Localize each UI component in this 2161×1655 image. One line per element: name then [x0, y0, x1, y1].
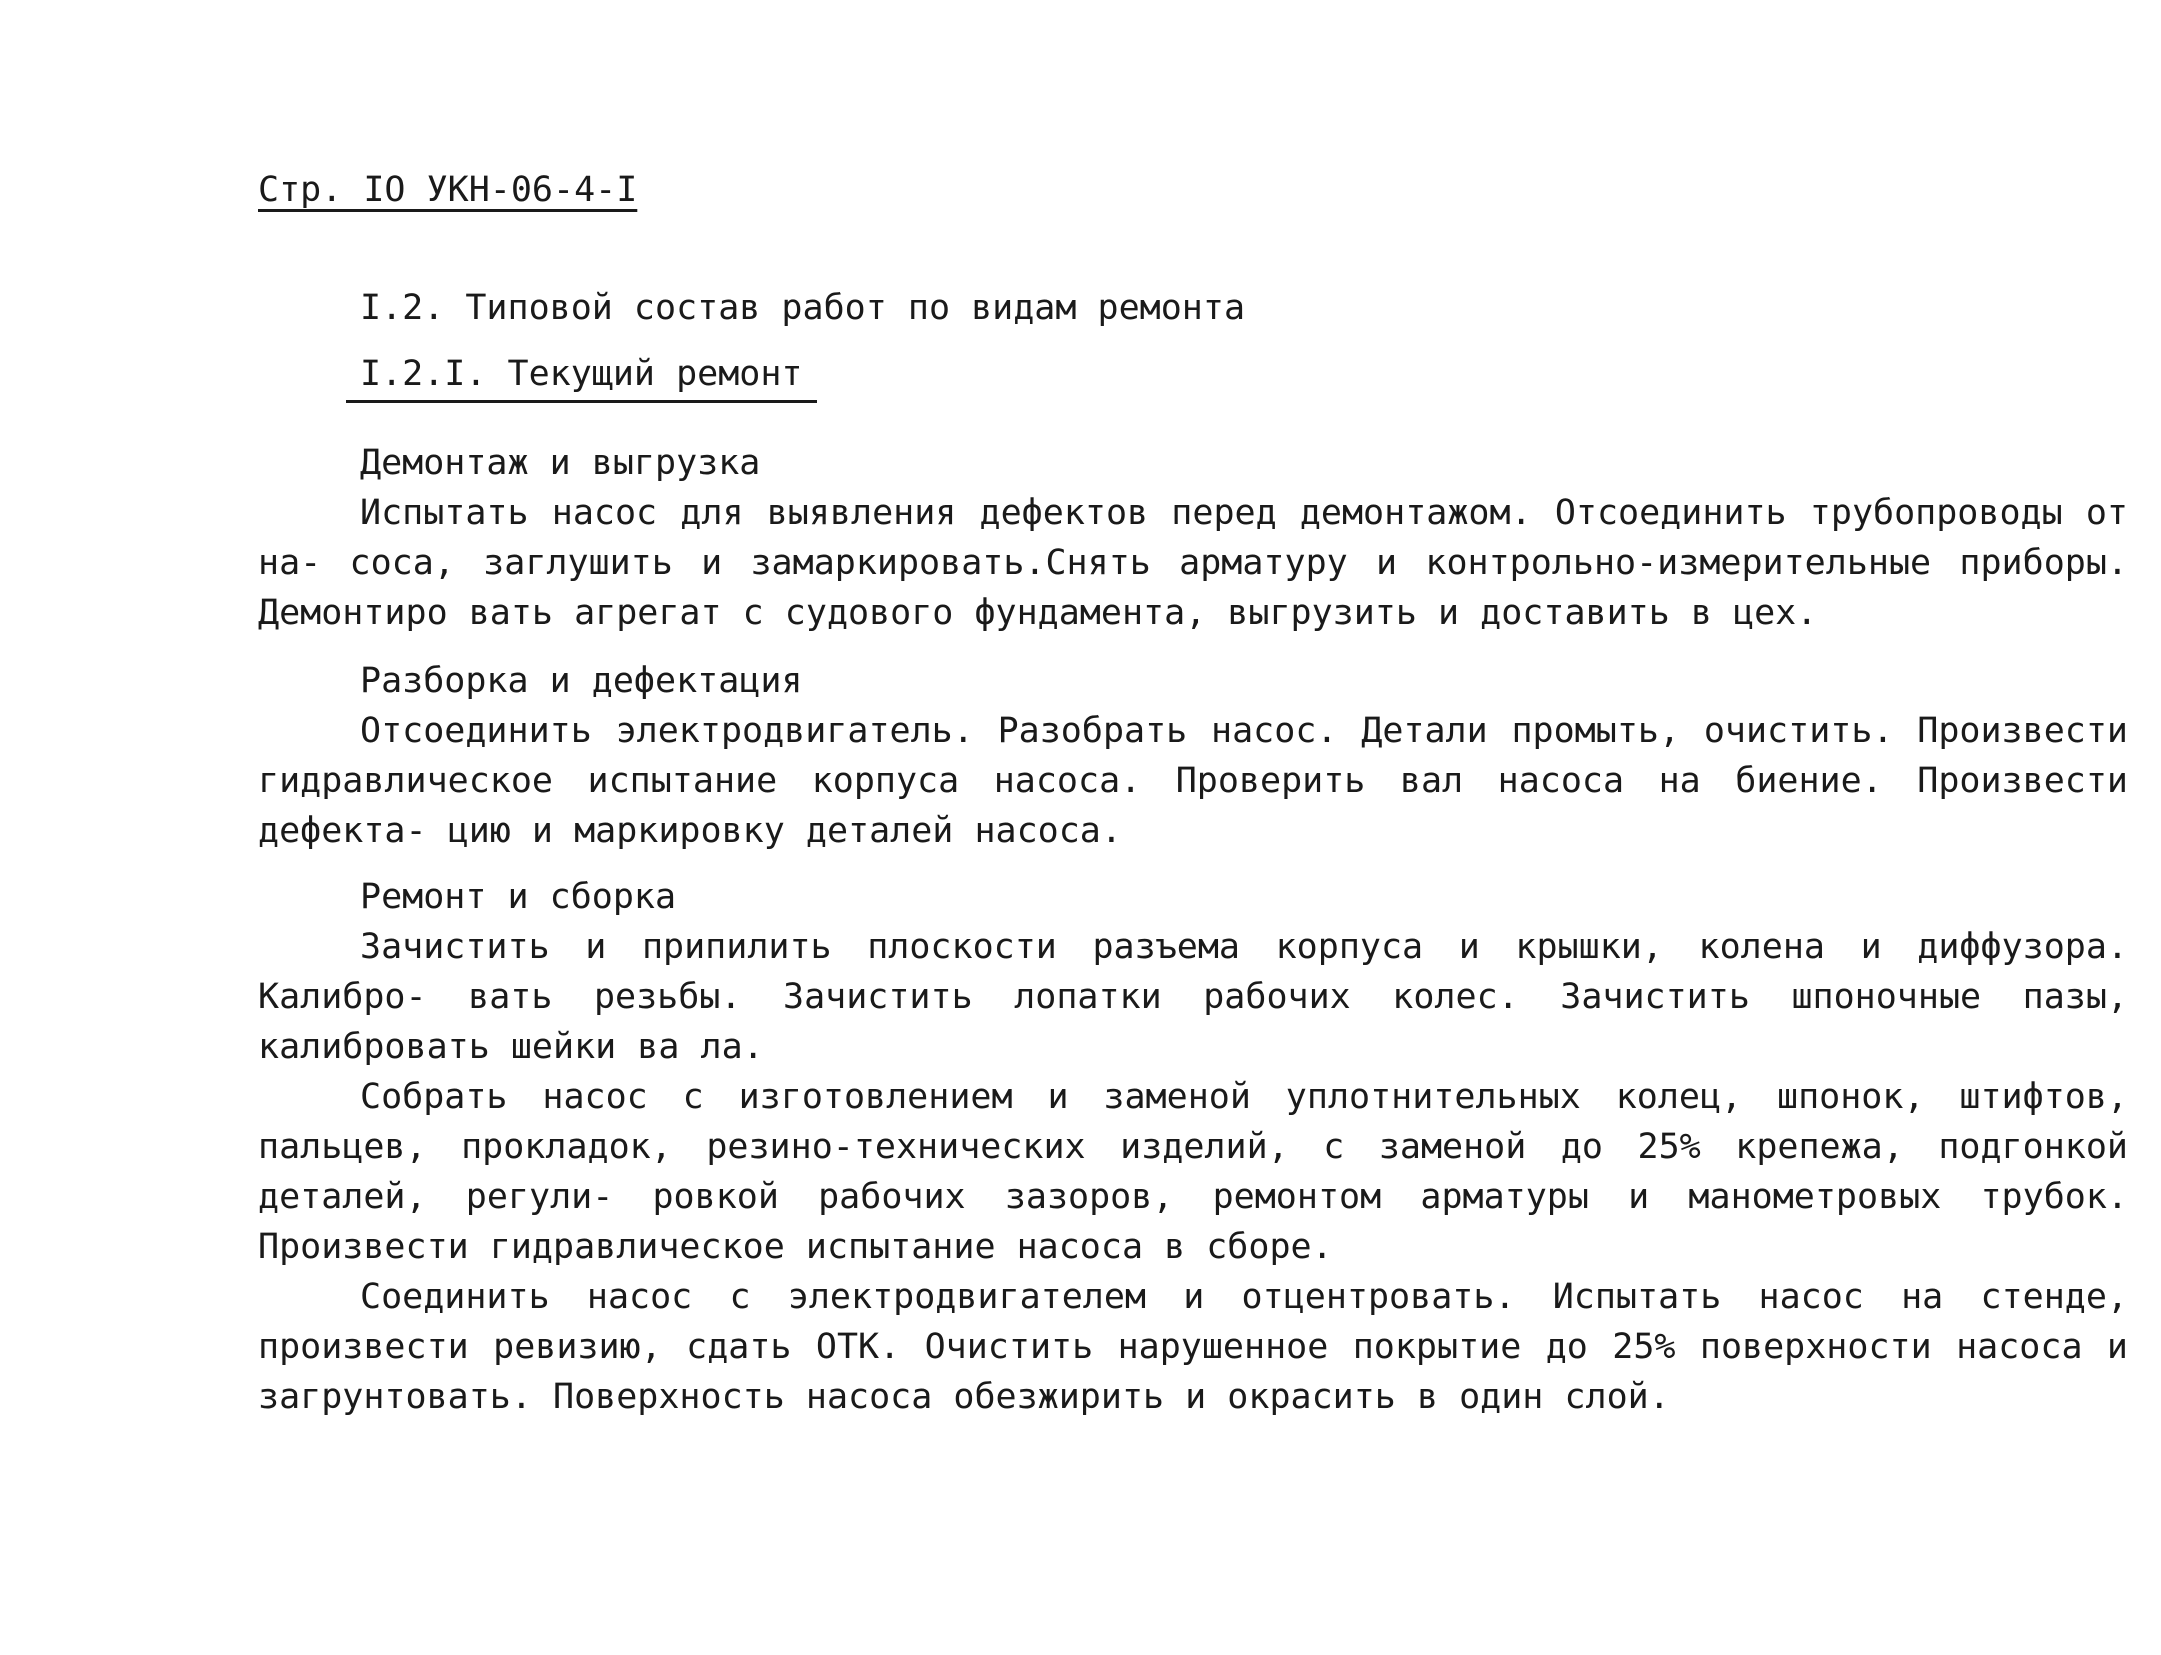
block-paragraph: Зачистить и припилить плоскости разъема корпуса и крышки, колена и диффузора. Калибро- вать резьбы. Зачистить лопатки рабочих колес. Зачистить шпоночные пазы, калибровать шейки ва ла.: [258, 927, 2128, 1067]
block-dismantling: [258, 438, 2128, 638]
block-paragraph: Собрать насос с изготовлением и заменой уплотнительных колец, шпонок, штифтов, пальцев, прокладок, резино-технических изделий, с заменой до 25% крепежа, подгонкой деталей, регули- ровкой рабочих зазоров, ремонтом арматуры и манометровых трубок. Произвести гидравлическое испытание насоса в сборе.: [258, 1077, 2128, 1267]
section-title: I.2. Типовой состав работ по видам ремонта: [360, 288, 1246, 328]
block-heading: Ремонт и сборка: [360, 877, 677, 917]
block-paragraph: Соединить насос с электродвигателем и отцентровать. Испытать насос на стенде, произвести ревизию, сдать ОТК. Очистить нарушенное покрытие до 25% поверхности насоса и загрунтовать. Поверхность насоса обезжирить и окрасить в один слой.: [258, 1277, 2128, 1417]
block-repair-assembly: [258, 872, 2128, 1422]
page-header: Стр. IO УКН-06-4-I: [258, 170, 638, 210]
block-heading: Разборка и дефектация: [360, 661, 803, 701]
block-paragraph: Отсоединить электродвигатель. Разобрать насос. Детали промыть, очистить. Произвести гидравлическое испытание корпуса насоса. Проверить вал насоса на биение. Произвести дефекта- цию и маркировку деталей насоса.: [258, 711, 2128, 851]
block-paragraph: Испытать насос для выявления дефектов перед демонтажом. Отсоединить трубопроводы от на- соса, заглушить и замаркировать.Снять арматуру и контрольно-измерительные приборы. Демонтиро вать агрегат с судового фундамента, выгрузить и доставить в цех.: [258, 493, 2128, 633]
subsection-title: I.2.I. Текущий ремонт: [346, 354, 817, 403]
block-heading: Демонтаж и выгрузка: [360, 443, 761, 483]
block-disassembly: [258, 656, 2128, 856]
